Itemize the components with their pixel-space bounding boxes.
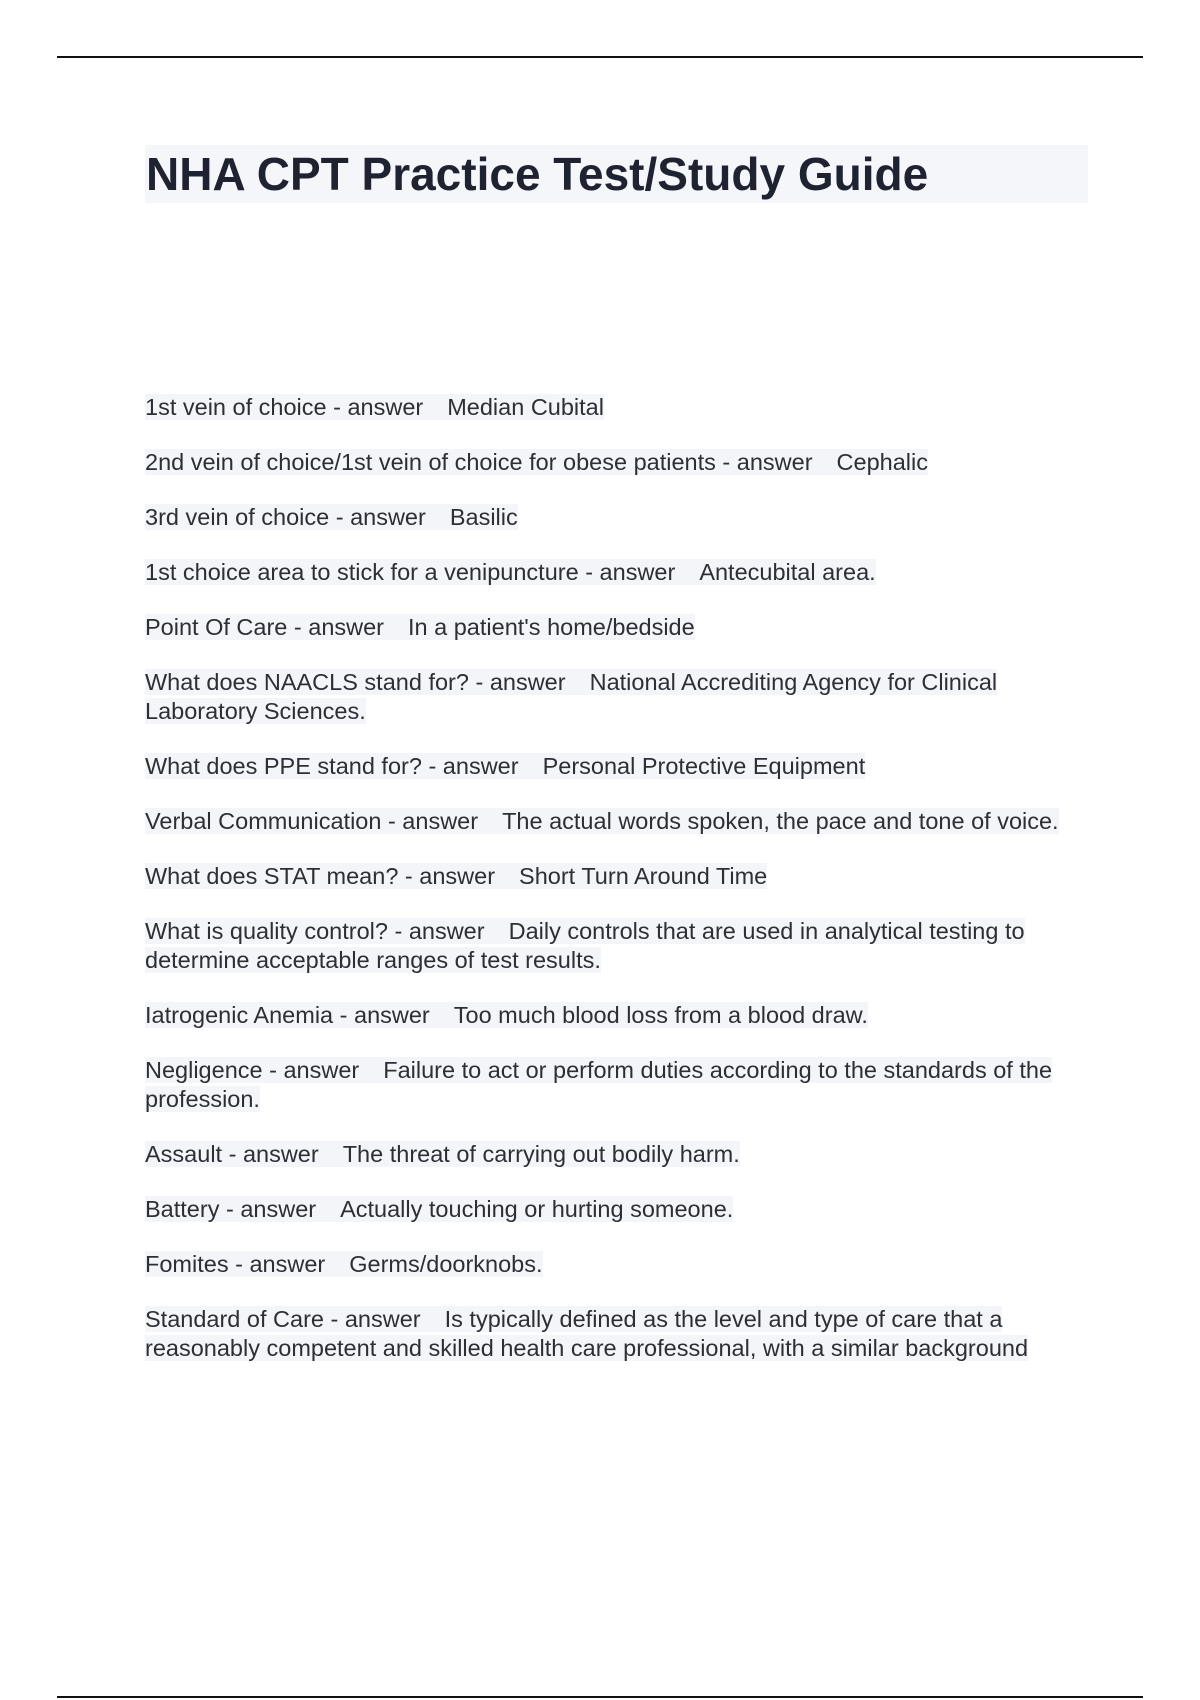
qa-question: Assault - answer [145, 1141, 319, 1167]
top-rule [57, 56, 1143, 58]
qa-answer: Personal Protective Equipment [542, 753, 866, 779]
qa-item [145, 1140, 1090, 1169]
qa-item [145, 1001, 1090, 1030]
qa-question: 1st choice area to stick for a venipuncture - answer [145, 559, 676, 585]
qa-item [145, 1250, 1090, 1279]
qa-question: Fomites - answer [145, 1251, 326, 1277]
qa-answer: The actual words spoken, the pace and tone of voice. [502, 808, 1059, 834]
qa-answer: Is typically defined as the level and type of care that a reasonably competent and skilled health care professional, with a similar background [145, 1306, 1029, 1361]
qa-answer: Short Turn Around Time [519, 863, 768, 889]
qa-answer: Failure to act or perform duties according to the standards of the profession. [145, 1057, 1053, 1112]
qa-question: Standard of Care - answer [145, 1306, 421, 1332]
qa-item [145, 917, 1090, 975]
bottom-rule [57, 1696, 1143, 1698]
qa-list [145, 393, 1090, 1389]
qa-answer: Cephalic [836, 449, 928, 475]
qa-item [145, 668, 1090, 726]
qa-answer: Median Cubital [447, 394, 604, 420]
qa-answer: Germs/doorknobs. [349, 1251, 543, 1277]
qa-answer: Basilic [449, 504, 518, 530]
page-title: NHA CPT Practice Test/Study Guide [146, 148, 929, 200]
qa-item [145, 613, 1090, 642]
qa-answer: The threat of carrying out bodily harm. [342, 1141, 740, 1167]
qa-item [145, 807, 1090, 836]
qa-question: What does PPE stand for? - answer [145, 753, 519, 779]
qa-answer: National Accrediting Agency for Clinical Laboratory Sciences. [145, 669, 998, 724]
qa-item [145, 448, 1090, 477]
qa-question: What is quality control? - answer [145, 918, 485, 944]
qa-answer: Antecubital area. [699, 559, 876, 585]
qa-question: 1st vein of choice - answer [145, 394, 424, 420]
qa-item [145, 558, 1090, 587]
qa-question: Battery - answer [145, 1196, 317, 1222]
qa-item [145, 1056, 1090, 1114]
qa-item [145, 752, 1090, 781]
qa-answer: In a patient's home/bedside [408, 614, 695, 640]
qa-item [145, 503, 1090, 532]
qa-question: 2nd vein of choice/1st vein of choice for obese patients - answer [145, 449, 813, 475]
qa-item [145, 1195, 1090, 1224]
qa-item [145, 862, 1090, 891]
qa-answer: Daily controls that are used in analytical testing to determine acceptable ranges of test results. [145, 918, 1025, 973]
qa-question: Iatrogenic Anemia - answer [145, 1002, 430, 1028]
qa-question: Verbal Communication - answer [145, 808, 479, 834]
qa-question: Negligence - answer [145, 1057, 360, 1083]
qa-question: Point Of Care - answer [145, 614, 385, 640]
qa-item [145, 393, 1090, 422]
qa-item [145, 1305, 1090, 1363]
qa-answer: Actually touching or hurting someone. [340, 1196, 734, 1222]
qa-question: What does NAACLS stand for? - answer [145, 669, 566, 695]
qa-answer: Too much blood loss from a blood draw. [453, 1002, 868, 1028]
qa-question: 3rd vein of choice - answer [145, 504, 426, 530]
qa-question: What does STAT mean? - answer [145, 863, 496, 889]
